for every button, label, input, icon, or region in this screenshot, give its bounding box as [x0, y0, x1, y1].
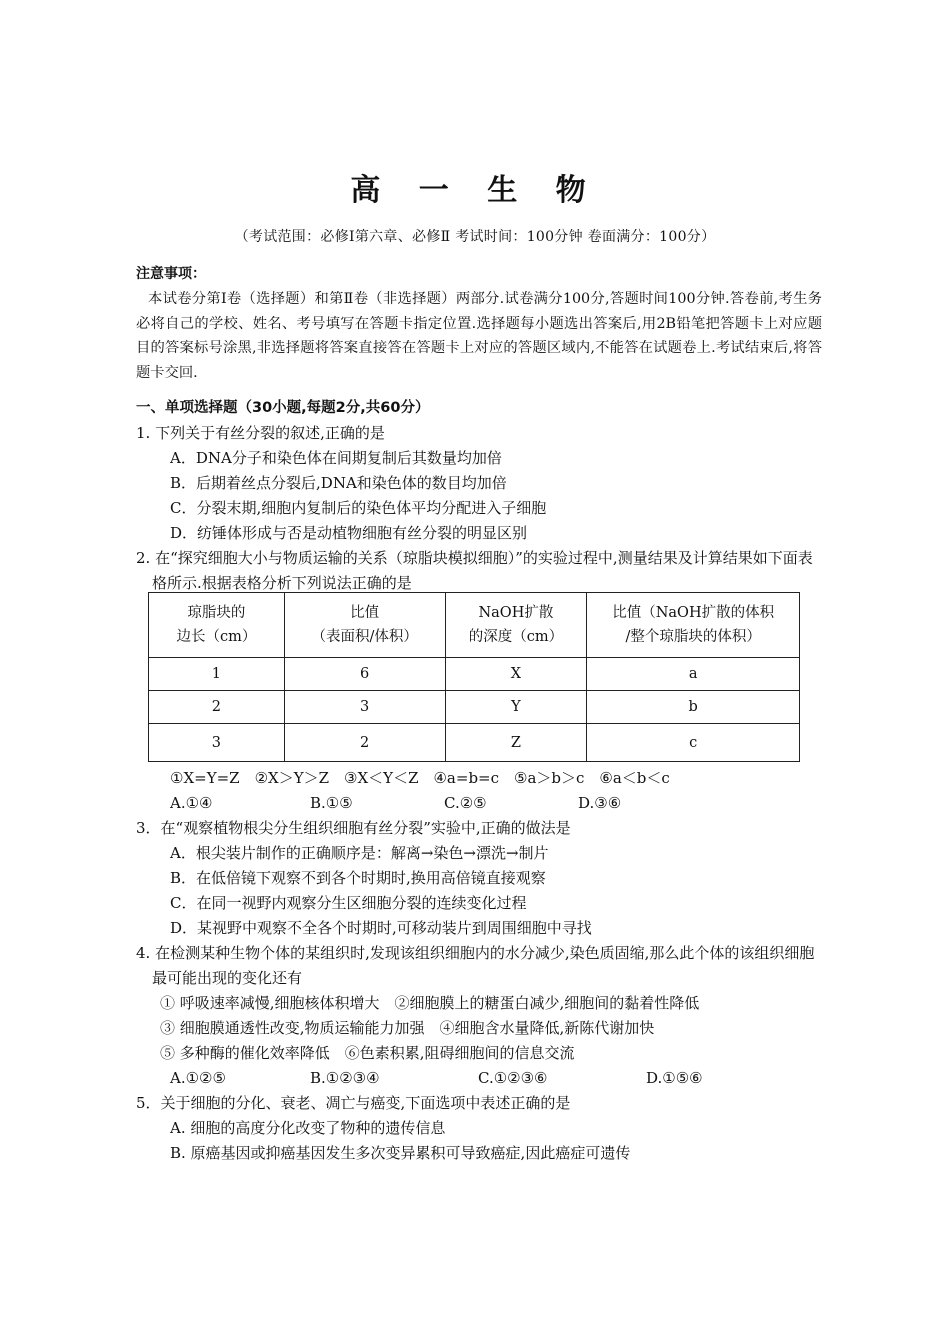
table-cell: Y: [445, 691, 587, 724]
table-row: [149, 724, 800, 762]
exam-title: 高 一 生 物: [350, 173, 600, 208]
table-cell: b: [587, 691, 800, 724]
table-row: [149, 658, 800, 691]
q4-statement-1: ① 呼吸速率减慢,细胞核体积增大 ②细胞膜上的糖蛋白减少,细胞间的黏着性降低: [160, 994, 700, 1012]
q2-choices: [136, 791, 822, 816]
q3-stem: 3．在“观察植物根尖分生组织细胞有丝分裂”实验中,正确的做法是: [136, 819, 571, 837]
q1-option-a: A．DNA分子和染色体在间期复制后其数量均加倍: [170, 449, 502, 467]
q4-stem: 4. 在检测某种生物个体的某组织时,发现该组织细胞内的水分减少,染色质固缩,那么此个体的该组织细胞最可能出现的变化还有: [136, 944, 815, 987]
table-cell: 1: [149, 658, 285, 691]
q2-statements: ①X=Y=Z ②X＞Y＞Z ③X＜Y＜Z ④a=b=c ⑤a＞b＞c ⑥a＜b＜c: [170, 769, 670, 787]
table-header-cell: NaOH扩散 的深度（cm）: [445, 593, 587, 658]
q5-stem: 5．关于细胞的分化、衰老、凋亡与癌变,下面选项中表述正确的是: [136, 1094, 571, 1112]
table-cell: 3: [149, 724, 285, 762]
q2-choice-c: C.②⑤: [444, 794, 487, 812]
table-cell: a: [587, 658, 800, 691]
q2-choice-d: D.③⑥: [578, 794, 622, 812]
q4-statement-3: ⑤ 多种酶的催化效率降低 ⑥色素积累,阻碍细胞间的信息交流: [160, 1044, 575, 1062]
table-header-cell: 琼脂块的 边长（cm）: [149, 593, 285, 658]
q2-answers: [136, 766, 822, 1166]
table-header-cell: 比值 （表面积/体积）: [284, 593, 445, 658]
notice-heading: 注意事项：: [136, 266, 206, 282]
q3-option-b: B．在低倍镜下观察不到各个时期时,换用高倍镜直接观察: [170, 869, 546, 887]
q5-option-a: A. 细胞的高度分化改变了物种的遗传信息: [170, 1119, 446, 1137]
table-cell: 6: [284, 658, 445, 691]
table-row: [149, 691, 800, 724]
table-header-row: [149, 593, 800, 658]
table-header-cell: 比值（NaOH扩散的体积 /整个琼脂块的体积）: [587, 593, 800, 658]
q1-option-b: B．后期着丝点分裂后,DNA和染色体的数目均加倍: [170, 474, 507, 492]
q1-option-d: D．纺锤体形成与否是动植物细胞有丝分裂的明显区别: [170, 524, 528, 542]
q4-choice-d: D.①⑤⑥: [646, 1069, 703, 1087]
table-cell: 3: [284, 691, 445, 724]
table-cell: X: [445, 658, 587, 691]
q1-option-c: C．分裂末期,细胞内复制后的染色体平均分配进入子细胞: [170, 499, 547, 517]
q2-choice-b: B.①⑤: [310, 794, 353, 812]
q4-choice-a: A.①②⑤: [170, 1069, 226, 1087]
q5-option-b: B. 原癌基因或抑癌基因发生多次变异累积可导致癌症,因此癌症可遗传: [170, 1144, 631, 1162]
table-cell: 2: [284, 724, 445, 762]
q4-statement-2: ③ 细胞膜通透性改变,物质运输能力加强 ④细胞含水量降低,新陈代谢加快: [160, 1019, 655, 1037]
notice-text: 本试卷分第Ⅰ卷（选择题）和第Ⅱ卷（非选择题）两部分.试卷满分100分,答题时间100分钟.答卷前,考生务必将自己的学校、姓名、考号填写在答题卡指定位置.选择题每小题选出答案后,用2B铅笔把答题卡上对应题目的答案标号涂黑,非选择题将答案直接答在答题卡上对应的答题区域内,不能答在试题卷上.考试结束后,将答题卡交回.: [136, 291, 822, 381]
section1: [136, 396, 822, 596]
q4-choice-b: B.①②③④: [310, 1069, 380, 1087]
q3-option-a: A．根尖装片制作的正确顺序是：解离→染色→漂洗→制片: [170, 844, 549, 862]
q4-choice-c: C.①②③⑥: [478, 1069, 548, 1087]
exam-subtitle: （考试范围：必修Ⅰ第六章、必修Ⅱ 考试时间：100分钟 卷面满分：100分）: [234, 229, 716, 245]
table-cell: Z: [445, 724, 587, 762]
q4-choices: [136, 1066, 822, 1091]
notice-section: [136, 262, 822, 385]
q2-table: [148, 592, 800, 762]
q3-option-d: D．某视野中观察不全各个时期时,可移动装片到周围细胞中寻找: [170, 919, 592, 937]
q2-choice-a: A.①④: [170, 794, 213, 812]
section1-heading: 一、单项选择题（30小题,每题2分,共60分）: [136, 400, 430, 416]
q3-option-c: C．在同一视野内观察分生区细胞分裂的连续变化过程: [170, 894, 527, 912]
table-cell: c: [587, 724, 800, 762]
q2-stem: 2. 在“探究细胞大小与物质运输的关系（琼脂块模拟细胞）”的实验过程中,测量结果及计算结果如下面表格所示.根据表格分析下列说法正确的是: [136, 549, 813, 592]
table-cell: 2: [149, 691, 285, 724]
q1-stem: 1. 下列关于有丝分裂的叙述,正确的是: [136, 424, 385, 442]
